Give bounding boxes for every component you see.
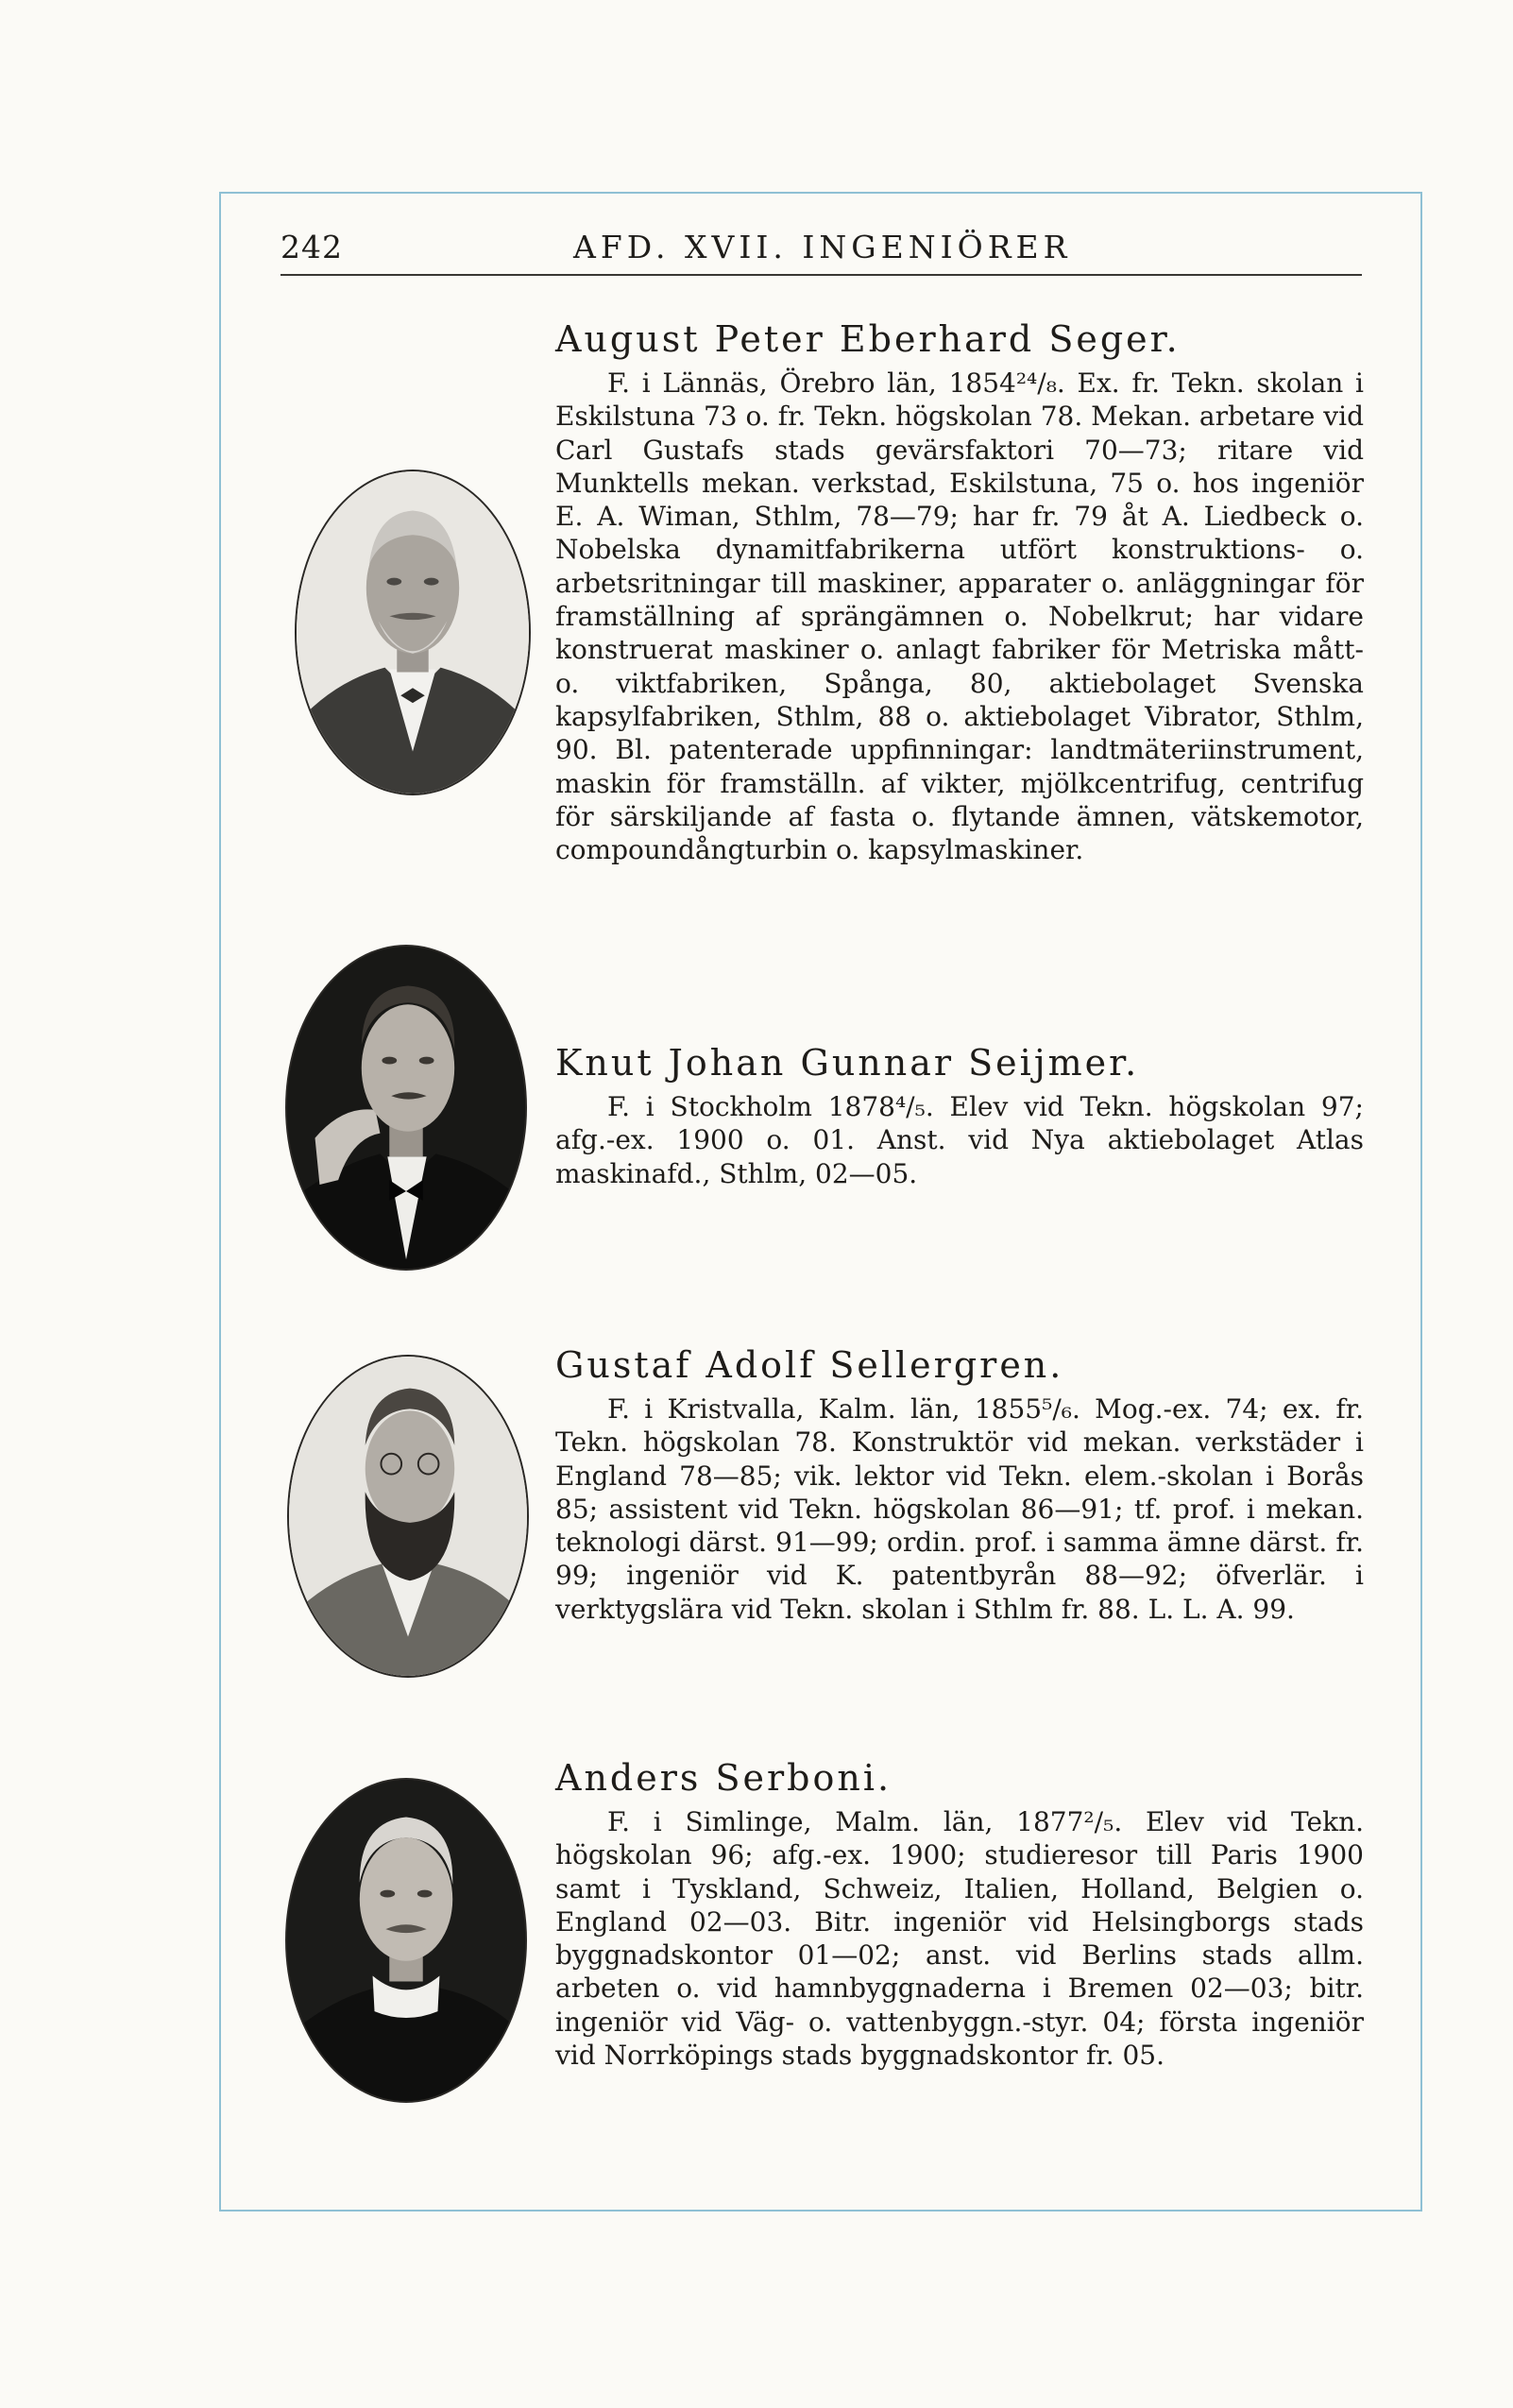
page-number: 242 bbox=[280, 229, 343, 265]
person-name: Gustaf Adolf Sellergren. bbox=[555, 1344, 1064, 1386]
running-header bbox=[280, 229, 1362, 276]
person-name: August Peter Eberhard Seger. bbox=[555, 318, 1181, 360]
person-biography: F. i Stockholm 1878⁴/₅. Elev vid Tekn. högskolan 97; afg.-ex. 1900 o. 01. Anst. vid Nya aktiebolaget Atlas maskinafd., Sthlm, 02—05. bbox=[555, 1091, 1364, 1189]
entry-sellergren bbox=[555, 1343, 1364, 1626]
portrait-seger bbox=[295, 470, 531, 795]
portrait-sellergren bbox=[287, 1355, 529, 1678]
person-name: Knut Johan Gunnar Seijmer. bbox=[555, 1042, 1140, 1084]
person-biography: F. i Kristvalla, Kalm. län, 1855⁵/₆. Mog.-ex. 74; ex. fr. Tekn. högskolan 78. Konstruktör vid mekan. verkstäder i England 78—85; vik. lektor vid Tekn. elem.-skolan i Borås 85; assistent vid Tekn. högskolan 86—91; tf. prof. i mekan. teknologi därst. 91—99; ordin. prof. i samma ämne därst. fr. 99; ingeniör vid K. patentbyrån 88—92; öfverlär. i verktygslära vid Tekn. skolan i Sthlm fr. 88. L. L. A. 99. bbox=[555, 1393, 1364, 1625]
entry-serboni bbox=[555, 1756, 1364, 2072]
person-name: Anders Serboni. bbox=[555, 1757, 892, 1799]
portrait-seijmer bbox=[285, 945, 527, 1271]
entry-seger bbox=[555, 317, 1364, 866]
entry-seijmer bbox=[555, 1041, 1364, 1190]
portrait-serboni bbox=[285, 1778, 527, 2103]
section-title: AFD. XVII. INGENIÖRER bbox=[573, 229, 1072, 265]
person-biography: F. i Simlinge, Malm. län, 1877²/₅. Elev vid Tekn. högskolan 96; afg.-ex. 1900; studieresor till Paris 1900 samt i Tyskland, Schweiz, Italien, Holland, Belgien o. England 02—03. Bitr. ingeniör vid Helsingborgs stads byggnadskontor 01—02; anst. vid Berlins stads allm. arbeten o. vid hamnbyggnaderna i Bremen 02—03; bitr. ingeniör vid Väg- o. vattenbyggn.-styr. 04; första ingeniör vid Norrköpings stads byggnadskontor fr. 05. bbox=[555, 1806, 1364, 2072]
person-biography: F. i Lännäs, Örebro län, 1854²⁴/₈. Ex. fr. Tekn. skolan i Eskilstuna 73 o. fr. Tekn. högskolan 78. Mekan. arbetare vid Carl Gustafs stads gevärsfaktori 70—73; ritare vid Munktells mekan. verkstad, Eskilstuna, 75 o. hos ingeniör E. A. Wiman, Sthlm, 78—79; har fr. 79 åt A. Liedbeck o. Nobelska dynamitfabrikerna utfört konstruktions- o. arbetsritningar till maskiner, apparater o. anläggningar för framställning af sprängämnen o. Nobelkrut; har vidare konstruerat maskiner o. anlagt fabriker för Metriska mått- o. viktfabriken, Spånga, 80, aktiebolaget Svenska kapsylfabriken, Sthlm, 88 o. aktiebolaget Vibrator, Sthlm, 90. Bl. patenterade uppfinningar: landtmäteriinstrument, maskin för framställn. af vikter, mjölkcentrifug, centrifug för särskiljande af fasta o. flytande ämnen, vätskemotor, compoundångturbin o. kapsylmaskiner. bbox=[555, 367, 1364, 866]
